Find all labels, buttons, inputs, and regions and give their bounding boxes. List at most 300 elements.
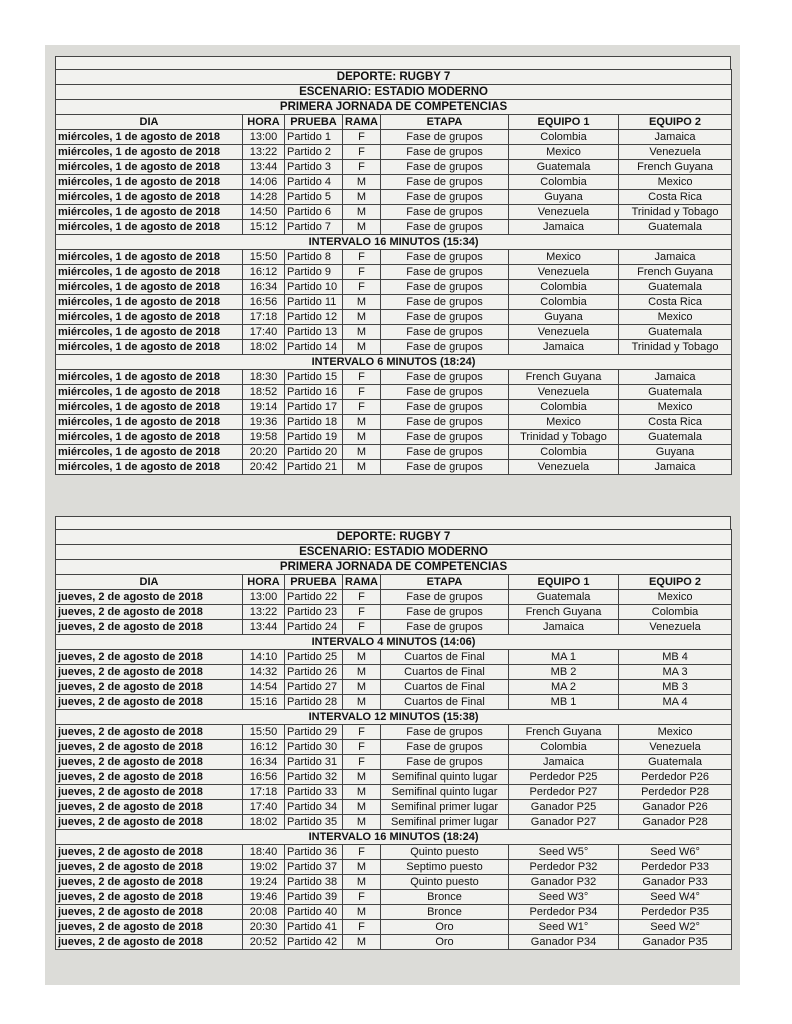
cell-etapa: Fase de grupos bbox=[381, 295, 509, 310]
cell-dia: miércoles, 1 de agosto de 2018 bbox=[56, 280, 243, 295]
cell-rama: F bbox=[343, 265, 381, 280]
cell-dia: miércoles, 1 de agosto de 2018 bbox=[56, 265, 243, 280]
cell-etapa: Fase de grupos bbox=[381, 160, 509, 175]
cell-dia: miércoles, 1 de agosto de 2018 bbox=[56, 205, 243, 220]
cell-dia: jueves, 2 de agosto de 2018 bbox=[56, 665, 243, 680]
cell-prueba: Partido 34 bbox=[285, 800, 343, 815]
table-row bbox=[56, 160, 732, 175]
cell-equipo-2: MA 4 bbox=[619, 695, 732, 710]
cell-prueba: Partido 11 bbox=[285, 295, 343, 310]
cell-equipo-2: Jamaica bbox=[619, 130, 732, 145]
cell-equipo-2: Jamaica bbox=[619, 370, 732, 385]
cell-prueba: Partido 3 bbox=[285, 160, 343, 175]
cell-etapa: Fase de grupos bbox=[381, 740, 509, 755]
table-row bbox=[56, 605, 732, 620]
cell-equipo-1: Perdedor P27 bbox=[509, 785, 619, 800]
cell-equipo-1: Ganador P25 bbox=[509, 800, 619, 815]
cell-equipo-1: Perdedor P25 bbox=[509, 770, 619, 785]
cell-rama: M bbox=[343, 860, 381, 875]
cell-dia: miércoles, 1 de agosto de 2018 bbox=[56, 370, 243, 385]
cell-equipo-1: Venezuela bbox=[509, 385, 619, 400]
cell-rama: F bbox=[343, 160, 381, 175]
cell-rama: F bbox=[343, 145, 381, 160]
cell-prueba: Partido 28 bbox=[285, 695, 343, 710]
cell-dia: jueves, 2 de agosto de 2018 bbox=[56, 935, 243, 950]
cell-prueba: Partido 15 bbox=[285, 370, 343, 385]
cell-dia: jueves, 2 de agosto de 2018 bbox=[56, 680, 243, 695]
sheet-top-blank-row bbox=[55, 516, 731, 529]
column-header-etapa: ETAPA bbox=[381, 575, 509, 590]
cell-prueba: Partido 41 bbox=[285, 920, 343, 935]
table-row bbox=[56, 590, 732, 605]
table-row bbox=[56, 445, 732, 460]
cell-rama: F bbox=[343, 385, 381, 400]
cell-hora: 15:50 bbox=[243, 250, 285, 265]
cell-prueba: Partido 30 bbox=[285, 740, 343, 755]
cell-equipo-1: Guatemala bbox=[509, 590, 619, 605]
table-row bbox=[56, 265, 732, 280]
cell-prueba: Partido 23 bbox=[285, 605, 343, 620]
schedule-table-day-2 bbox=[55, 529, 732, 950]
cell-rama: F bbox=[343, 740, 381, 755]
cell-rama: M bbox=[343, 430, 381, 445]
cell-etapa: Cuartos de Final bbox=[381, 665, 509, 680]
cell-equipo-1: Perdedor P34 bbox=[509, 905, 619, 920]
cell-dia: miércoles, 1 de agosto de 2018 bbox=[56, 160, 243, 175]
column-header-equipo-2: EQUIPO 2 bbox=[619, 115, 732, 130]
cell-equipo-2: MB 3 bbox=[619, 680, 732, 695]
cell-rama: M bbox=[343, 695, 381, 710]
cell-equipo-1: Venezuela bbox=[509, 460, 619, 475]
cell-dia: miércoles, 1 de agosto de 2018 bbox=[56, 430, 243, 445]
cell-hora: 19:46 bbox=[243, 890, 285, 905]
cell-dia: miércoles, 1 de agosto de 2018 bbox=[56, 130, 243, 145]
cell-hora: 18:52 bbox=[243, 385, 285, 400]
cell-hora: 17:18 bbox=[243, 785, 285, 800]
cell-equipo-2: Guyana bbox=[619, 445, 732, 460]
cell-rama: M bbox=[343, 800, 381, 815]
cell-dia: jueves, 2 de agosto de 2018 bbox=[56, 920, 243, 935]
cell-dia: jueves, 2 de agosto de 2018 bbox=[56, 815, 243, 830]
cell-etapa: Fase de grupos bbox=[381, 340, 509, 355]
cell-prueba: Partido 21 bbox=[285, 460, 343, 475]
cell-equipo-2: Perdedor P33 bbox=[619, 860, 732, 875]
cell-etapa: Cuartos de Final bbox=[381, 650, 509, 665]
table-row bbox=[56, 620, 732, 635]
cell-hora: 13:00 bbox=[243, 590, 285, 605]
cell-rama: M bbox=[343, 770, 381, 785]
cell-equipo-2: Jamaica bbox=[619, 460, 732, 475]
cell-prueba: Partido 8 bbox=[285, 250, 343, 265]
cell-dia: miércoles, 1 de agosto de 2018 bbox=[56, 385, 243, 400]
cell-equipo-2: Venezuela bbox=[619, 740, 732, 755]
cell-prueba: Partido 24 bbox=[285, 620, 343, 635]
cell-prueba: Partido 27 bbox=[285, 680, 343, 695]
cell-equipo-2: MB 4 bbox=[619, 650, 732, 665]
cell-prueba: Partido 2 bbox=[285, 145, 343, 160]
cell-equipo-1: Guyana bbox=[509, 190, 619, 205]
cell-dia: jueves, 2 de agosto de 2018 bbox=[56, 770, 243, 785]
cell-equipo-1: Jamaica bbox=[509, 340, 619, 355]
cell-equipo-1: MA 1 bbox=[509, 650, 619, 665]
cell-equipo-1: Colombia bbox=[509, 740, 619, 755]
cell-equipo-1: French Guyana bbox=[509, 605, 619, 620]
cell-etapa: Fase de grupos bbox=[381, 130, 509, 145]
sport-title: DEPORTE: RUGBY 7 bbox=[56, 530, 732, 545]
cell-rama: F bbox=[343, 920, 381, 935]
cell-hora: 17:40 bbox=[243, 800, 285, 815]
cell-dia: jueves, 2 de agosto de 2018 bbox=[56, 890, 243, 905]
cell-dia: miércoles, 1 de agosto de 2018 bbox=[56, 145, 243, 160]
table-row bbox=[56, 725, 732, 740]
cell-etapa: Fase de grupos bbox=[381, 400, 509, 415]
cell-equipo-1: Trinidad y Tobago bbox=[509, 430, 619, 445]
cell-rama: M bbox=[343, 815, 381, 830]
cell-dia: jueves, 2 de agosto de 2018 bbox=[56, 875, 243, 890]
interval-label: INTERVALO 16 MINUTOS (18:24) bbox=[56, 830, 732, 845]
column-header-hora: HORA bbox=[243, 115, 285, 130]
interval-row bbox=[56, 635, 732, 650]
cell-hora: 14:06 bbox=[243, 175, 285, 190]
cell-etapa: Quinto puesto bbox=[381, 845, 509, 860]
sheet-top-blank-row bbox=[55, 56, 731, 69]
cell-prueba: Partido 40 bbox=[285, 905, 343, 920]
cell-equipo-1: Colombia bbox=[509, 445, 619, 460]
cell-etapa: Fase de grupos bbox=[381, 430, 509, 445]
interval-label: INTERVALO 6 MINUTOS (18:24) bbox=[56, 355, 732, 370]
cell-prueba: Partido 20 bbox=[285, 445, 343, 460]
table-row bbox=[56, 680, 732, 695]
cell-equipo-2: Ganador P28 bbox=[619, 815, 732, 830]
cell-etapa: Semifinal primer lugar bbox=[381, 815, 509, 830]
cell-dia: miércoles, 1 de agosto de 2018 bbox=[56, 325, 243, 340]
cell-equipo-1: Colombia bbox=[509, 130, 619, 145]
column-header-rama: RAMA bbox=[343, 575, 381, 590]
cell-prueba: Partido 35 bbox=[285, 815, 343, 830]
sport-title: DEPORTE: RUGBY 7 bbox=[56, 70, 732, 85]
cell-dia: jueves, 2 de agosto de 2018 bbox=[56, 905, 243, 920]
cell-equipo-2: Ganador P26 bbox=[619, 800, 732, 815]
cell-equipo-1: MB 1 bbox=[509, 695, 619, 710]
cell-hora: 19:36 bbox=[243, 415, 285, 430]
table-row bbox=[56, 250, 732, 265]
table-row bbox=[56, 800, 732, 815]
table-row bbox=[56, 695, 732, 710]
cell-prueba: Partido 29 bbox=[285, 725, 343, 740]
cell-etapa: Fase de grupos bbox=[381, 310, 509, 325]
cell-prueba: Partido 19 bbox=[285, 430, 343, 445]
cell-dia: jueves, 2 de agosto de 2018 bbox=[56, 590, 243, 605]
cell-etapa: Semifinal quinto lugar bbox=[381, 785, 509, 800]
column-header-etapa: ETAPA bbox=[381, 115, 509, 130]
table-row bbox=[56, 920, 732, 935]
cell-equipo-2: Mexico bbox=[619, 400, 732, 415]
cell-hora: 13:22 bbox=[243, 145, 285, 160]
cell-prueba: Partido 1 bbox=[285, 130, 343, 145]
cell-etapa: Semifinal quinto lugar bbox=[381, 770, 509, 785]
cell-rama: M bbox=[343, 295, 381, 310]
cell-rama: F bbox=[343, 890, 381, 905]
venue-title: ESCENARIO: ESTADIO MODERNO bbox=[56, 85, 732, 100]
cell-etapa: Cuartos de Final bbox=[381, 680, 509, 695]
cell-hora: 15:50 bbox=[243, 725, 285, 740]
cell-rama: F bbox=[343, 590, 381, 605]
cell-equipo-2: Perdedor P35 bbox=[619, 905, 732, 920]
cell-etapa: Bronce bbox=[381, 890, 509, 905]
cell-equipo-1: Seed W1° bbox=[509, 920, 619, 935]
cell-equipo-1: Jamaica bbox=[509, 220, 619, 235]
cell-equipo-2: Mexico bbox=[619, 590, 732, 605]
cell-equipo-1: Colombia bbox=[509, 295, 619, 310]
column-header-rama: RAMA bbox=[343, 115, 381, 130]
column-header-dia: DIA bbox=[56, 575, 243, 590]
cell-equipo-1: Mexico bbox=[509, 415, 619, 430]
cell-prueba: Partido 10 bbox=[285, 280, 343, 295]
cell-equipo-2: Perdedor P28 bbox=[619, 785, 732, 800]
cell-hora: 14:10 bbox=[243, 650, 285, 665]
cell-equipo-2: Seed W4° bbox=[619, 890, 732, 905]
interval-label: INTERVALO 12 MINUTOS (15:38) bbox=[56, 710, 732, 725]
cell-etapa: Oro bbox=[381, 920, 509, 935]
cell-prueba: Partido 31 bbox=[285, 755, 343, 770]
cell-equipo-1: Ganador P27 bbox=[509, 815, 619, 830]
cell-rama: M bbox=[343, 175, 381, 190]
cell-equipo-2: Trinidad y Tobago bbox=[619, 340, 732, 355]
cell-equipo-1: Colombia bbox=[509, 280, 619, 295]
cell-rama: M bbox=[343, 650, 381, 665]
cell-hora: 19:14 bbox=[243, 400, 285, 415]
cell-equipo-2: Seed W6° bbox=[619, 845, 732, 860]
cell-equipo-2: MA 3 bbox=[619, 665, 732, 680]
cell-rama: M bbox=[343, 460, 381, 475]
schedule-sheet-day-1 bbox=[55, 56, 731, 475]
column-header-prueba: PRUEBA bbox=[285, 115, 343, 130]
cell-etapa: Fase de grupos bbox=[381, 590, 509, 605]
cell-equipo-1: Guyana bbox=[509, 310, 619, 325]
cell-equipo-2: Guatemala bbox=[619, 430, 732, 445]
cell-equipo-2: Mexico bbox=[619, 310, 732, 325]
cell-equipo-1: Colombia bbox=[509, 400, 619, 415]
cell-etapa: Fase de grupos bbox=[381, 325, 509, 340]
cell-rama: M bbox=[343, 220, 381, 235]
cell-dia: jueves, 2 de agosto de 2018 bbox=[56, 845, 243, 860]
cell-etapa: Fase de grupos bbox=[381, 755, 509, 770]
cell-equipo-1: French Guyana bbox=[509, 725, 619, 740]
cell-hora: 17:18 bbox=[243, 310, 285, 325]
cell-etapa: Bronce bbox=[381, 905, 509, 920]
cell-dia: jueves, 2 de agosto de 2018 bbox=[56, 755, 243, 770]
table-row bbox=[56, 175, 732, 190]
cell-equipo-1: Seed W3° bbox=[509, 890, 619, 905]
cell-dia: jueves, 2 de agosto de 2018 bbox=[56, 695, 243, 710]
cell-rama: M bbox=[343, 905, 381, 920]
table-row bbox=[56, 220, 732, 235]
cell-hora: 20:52 bbox=[243, 935, 285, 950]
cell-equipo-2: Seed W2° bbox=[619, 920, 732, 935]
table-row bbox=[56, 650, 732, 665]
cell-etapa: Semifinal primer lugar bbox=[381, 800, 509, 815]
table-row bbox=[56, 875, 732, 890]
cell-prueba: Partido 32 bbox=[285, 770, 343, 785]
cell-equipo-1: Mexico bbox=[509, 250, 619, 265]
table-row bbox=[56, 935, 732, 950]
cell-hora: 17:40 bbox=[243, 325, 285, 340]
cell-equipo-1: Guatemala bbox=[509, 160, 619, 175]
cell-prueba: Partido 38 bbox=[285, 875, 343, 890]
cell-prueba: Partido 17 bbox=[285, 400, 343, 415]
cell-hora: 13:44 bbox=[243, 160, 285, 175]
cell-equipo-2: Venezuela bbox=[619, 145, 732, 160]
cell-equipo-2: Trinidad y Tobago bbox=[619, 205, 732, 220]
cell-hora: 16:34 bbox=[243, 280, 285, 295]
cell-prueba: Partido 13 bbox=[285, 325, 343, 340]
table-row bbox=[56, 145, 732, 160]
column-header-equipo-1: EQUIPO 1 bbox=[509, 575, 619, 590]
cell-equipo-2: Costa Rica bbox=[619, 295, 732, 310]
cell-dia: jueves, 2 de agosto de 2018 bbox=[56, 605, 243, 620]
venue-title: ESCENARIO: ESTADIO MODERNO bbox=[56, 545, 732, 560]
cell-hora: 19:24 bbox=[243, 875, 285, 890]
cell-etapa: Fase de grupos bbox=[381, 145, 509, 160]
cell-equipo-1: Mexico bbox=[509, 145, 619, 160]
session-title: PRIMERA JORNADA DE COMPETENCIAS bbox=[56, 560, 732, 575]
cell-equipo-2: Costa Rica bbox=[619, 415, 732, 430]
cell-equipo-1: Jamaica bbox=[509, 620, 619, 635]
cell-hora: 16:56 bbox=[243, 770, 285, 785]
cell-rama: M bbox=[343, 785, 381, 800]
table-row bbox=[56, 205, 732, 220]
cell-prueba: Partido 18 bbox=[285, 415, 343, 430]
table-row bbox=[56, 310, 732, 325]
cell-dia: miércoles, 1 de agosto de 2018 bbox=[56, 460, 243, 475]
cell-prueba: Partido 25 bbox=[285, 650, 343, 665]
cell-equipo-1: MA 2 bbox=[509, 680, 619, 695]
column-header-hora: HORA bbox=[243, 575, 285, 590]
column-header-prueba: PRUEBA bbox=[285, 575, 343, 590]
cell-prueba: Partido 37 bbox=[285, 860, 343, 875]
cell-hora: 18:30 bbox=[243, 370, 285, 385]
cell-equipo-2: Guatemala bbox=[619, 755, 732, 770]
table-row bbox=[56, 430, 732, 445]
cell-prueba: Partido 4 bbox=[285, 175, 343, 190]
cell-prueba: Partido 33 bbox=[285, 785, 343, 800]
cell-hora: 13:44 bbox=[243, 620, 285, 635]
table-row bbox=[56, 130, 732, 145]
cell-equipo-2: Venezuela bbox=[619, 620, 732, 635]
cell-rama: M bbox=[343, 310, 381, 325]
cell-hora: 18:02 bbox=[243, 340, 285, 355]
cell-etapa: Fase de grupos bbox=[381, 280, 509, 295]
cell-hora: 19:58 bbox=[243, 430, 285, 445]
cell-rama: F bbox=[343, 605, 381, 620]
cell-hora: 14:32 bbox=[243, 665, 285, 680]
cell-prueba: Partido 26 bbox=[285, 665, 343, 680]
table-row bbox=[56, 190, 732, 205]
cell-prueba: Partido 22 bbox=[285, 590, 343, 605]
cell-rama: M bbox=[343, 935, 381, 950]
cell-etapa: Fase de grupos bbox=[381, 415, 509, 430]
cell-rama: F bbox=[343, 845, 381, 860]
cell-hora: 14:50 bbox=[243, 205, 285, 220]
table-row bbox=[56, 400, 732, 415]
cell-etapa: Fase de grupos bbox=[381, 175, 509, 190]
cell-equipo-2: Costa Rica bbox=[619, 190, 732, 205]
cell-dia: miércoles, 1 de agosto de 2018 bbox=[56, 445, 243, 460]
cell-etapa: Fase de grupos bbox=[381, 205, 509, 220]
cell-prueba: Partido 42 bbox=[285, 935, 343, 950]
cell-prueba: Partido 9 bbox=[285, 265, 343, 280]
column-header-equipo-2: EQUIPO 2 bbox=[619, 575, 732, 590]
table-row bbox=[56, 905, 732, 920]
cell-rama: M bbox=[343, 445, 381, 460]
cell-equipo-2: Ganador P35 bbox=[619, 935, 732, 950]
cell-etapa: Oro bbox=[381, 935, 509, 950]
cell-etapa: Fase de grupos bbox=[381, 445, 509, 460]
table-row bbox=[56, 325, 732, 340]
table-row bbox=[56, 860, 732, 875]
table-row bbox=[56, 740, 732, 755]
cell-equipo-2: Mexico bbox=[619, 725, 732, 740]
cell-etapa: Fase de grupos bbox=[381, 460, 509, 475]
cell-rama: M bbox=[343, 680, 381, 695]
table-row bbox=[56, 370, 732, 385]
cell-prueba: Partido 16 bbox=[285, 385, 343, 400]
table-row bbox=[56, 770, 732, 785]
cell-etapa: Fase de grupos bbox=[381, 385, 509, 400]
cell-dia: miércoles, 1 de agosto de 2018 bbox=[56, 220, 243, 235]
cell-dia: miércoles, 1 de agosto de 2018 bbox=[56, 310, 243, 325]
cell-prueba: Partido 5 bbox=[285, 190, 343, 205]
session-title: PRIMERA JORNADA DE COMPETENCIAS bbox=[56, 100, 732, 115]
cell-hora: 20:42 bbox=[243, 460, 285, 475]
cell-dia: jueves, 2 de agosto de 2018 bbox=[56, 785, 243, 800]
cell-etapa: Fase de grupos bbox=[381, 220, 509, 235]
cell-rama: M bbox=[343, 325, 381, 340]
cell-hora: 16:12 bbox=[243, 265, 285, 280]
cell-equipo-2: Guatemala bbox=[619, 220, 732, 235]
cell-dia: miércoles, 1 de agosto de 2018 bbox=[56, 190, 243, 205]
cell-equipo-1: Venezuela bbox=[509, 325, 619, 340]
cell-rama: M bbox=[343, 205, 381, 220]
interval-label: INTERVALO 4 MINUTOS (14:06) bbox=[56, 635, 732, 650]
cell-equipo-2: Jamaica bbox=[619, 250, 732, 265]
interval-row bbox=[56, 830, 732, 845]
table-row bbox=[56, 845, 732, 860]
cell-equipo-1: Ganador P32 bbox=[509, 875, 619, 890]
cell-dia: miércoles, 1 de agosto de 2018 bbox=[56, 400, 243, 415]
cell-equipo-2: Colombia bbox=[619, 605, 732, 620]
table-row bbox=[56, 340, 732, 355]
cell-equipo-1: Perdedor P32 bbox=[509, 860, 619, 875]
cell-dia: jueves, 2 de agosto de 2018 bbox=[56, 725, 243, 740]
cell-rama: F bbox=[343, 280, 381, 295]
table-row bbox=[56, 755, 732, 770]
cell-hora: 16:56 bbox=[243, 295, 285, 310]
interval-row bbox=[56, 235, 732, 250]
cell-hora: 14:28 bbox=[243, 190, 285, 205]
cell-equipo-2: Guatemala bbox=[619, 385, 732, 400]
interval-label: INTERVALO 16 MINUTOS (15:34) bbox=[56, 235, 732, 250]
cell-equipo-2: Mexico bbox=[619, 175, 732, 190]
cell-equipo-2: Ganador P33 bbox=[619, 875, 732, 890]
cell-equipo-1: Colombia bbox=[509, 175, 619, 190]
cell-prueba: Partido 36 bbox=[285, 845, 343, 860]
cell-hora: 13:00 bbox=[243, 130, 285, 145]
cell-hora: 20:30 bbox=[243, 920, 285, 935]
cell-hora: 19:02 bbox=[243, 860, 285, 875]
table-row bbox=[56, 890, 732, 905]
cell-etapa: Septimo puesto bbox=[381, 860, 509, 875]
